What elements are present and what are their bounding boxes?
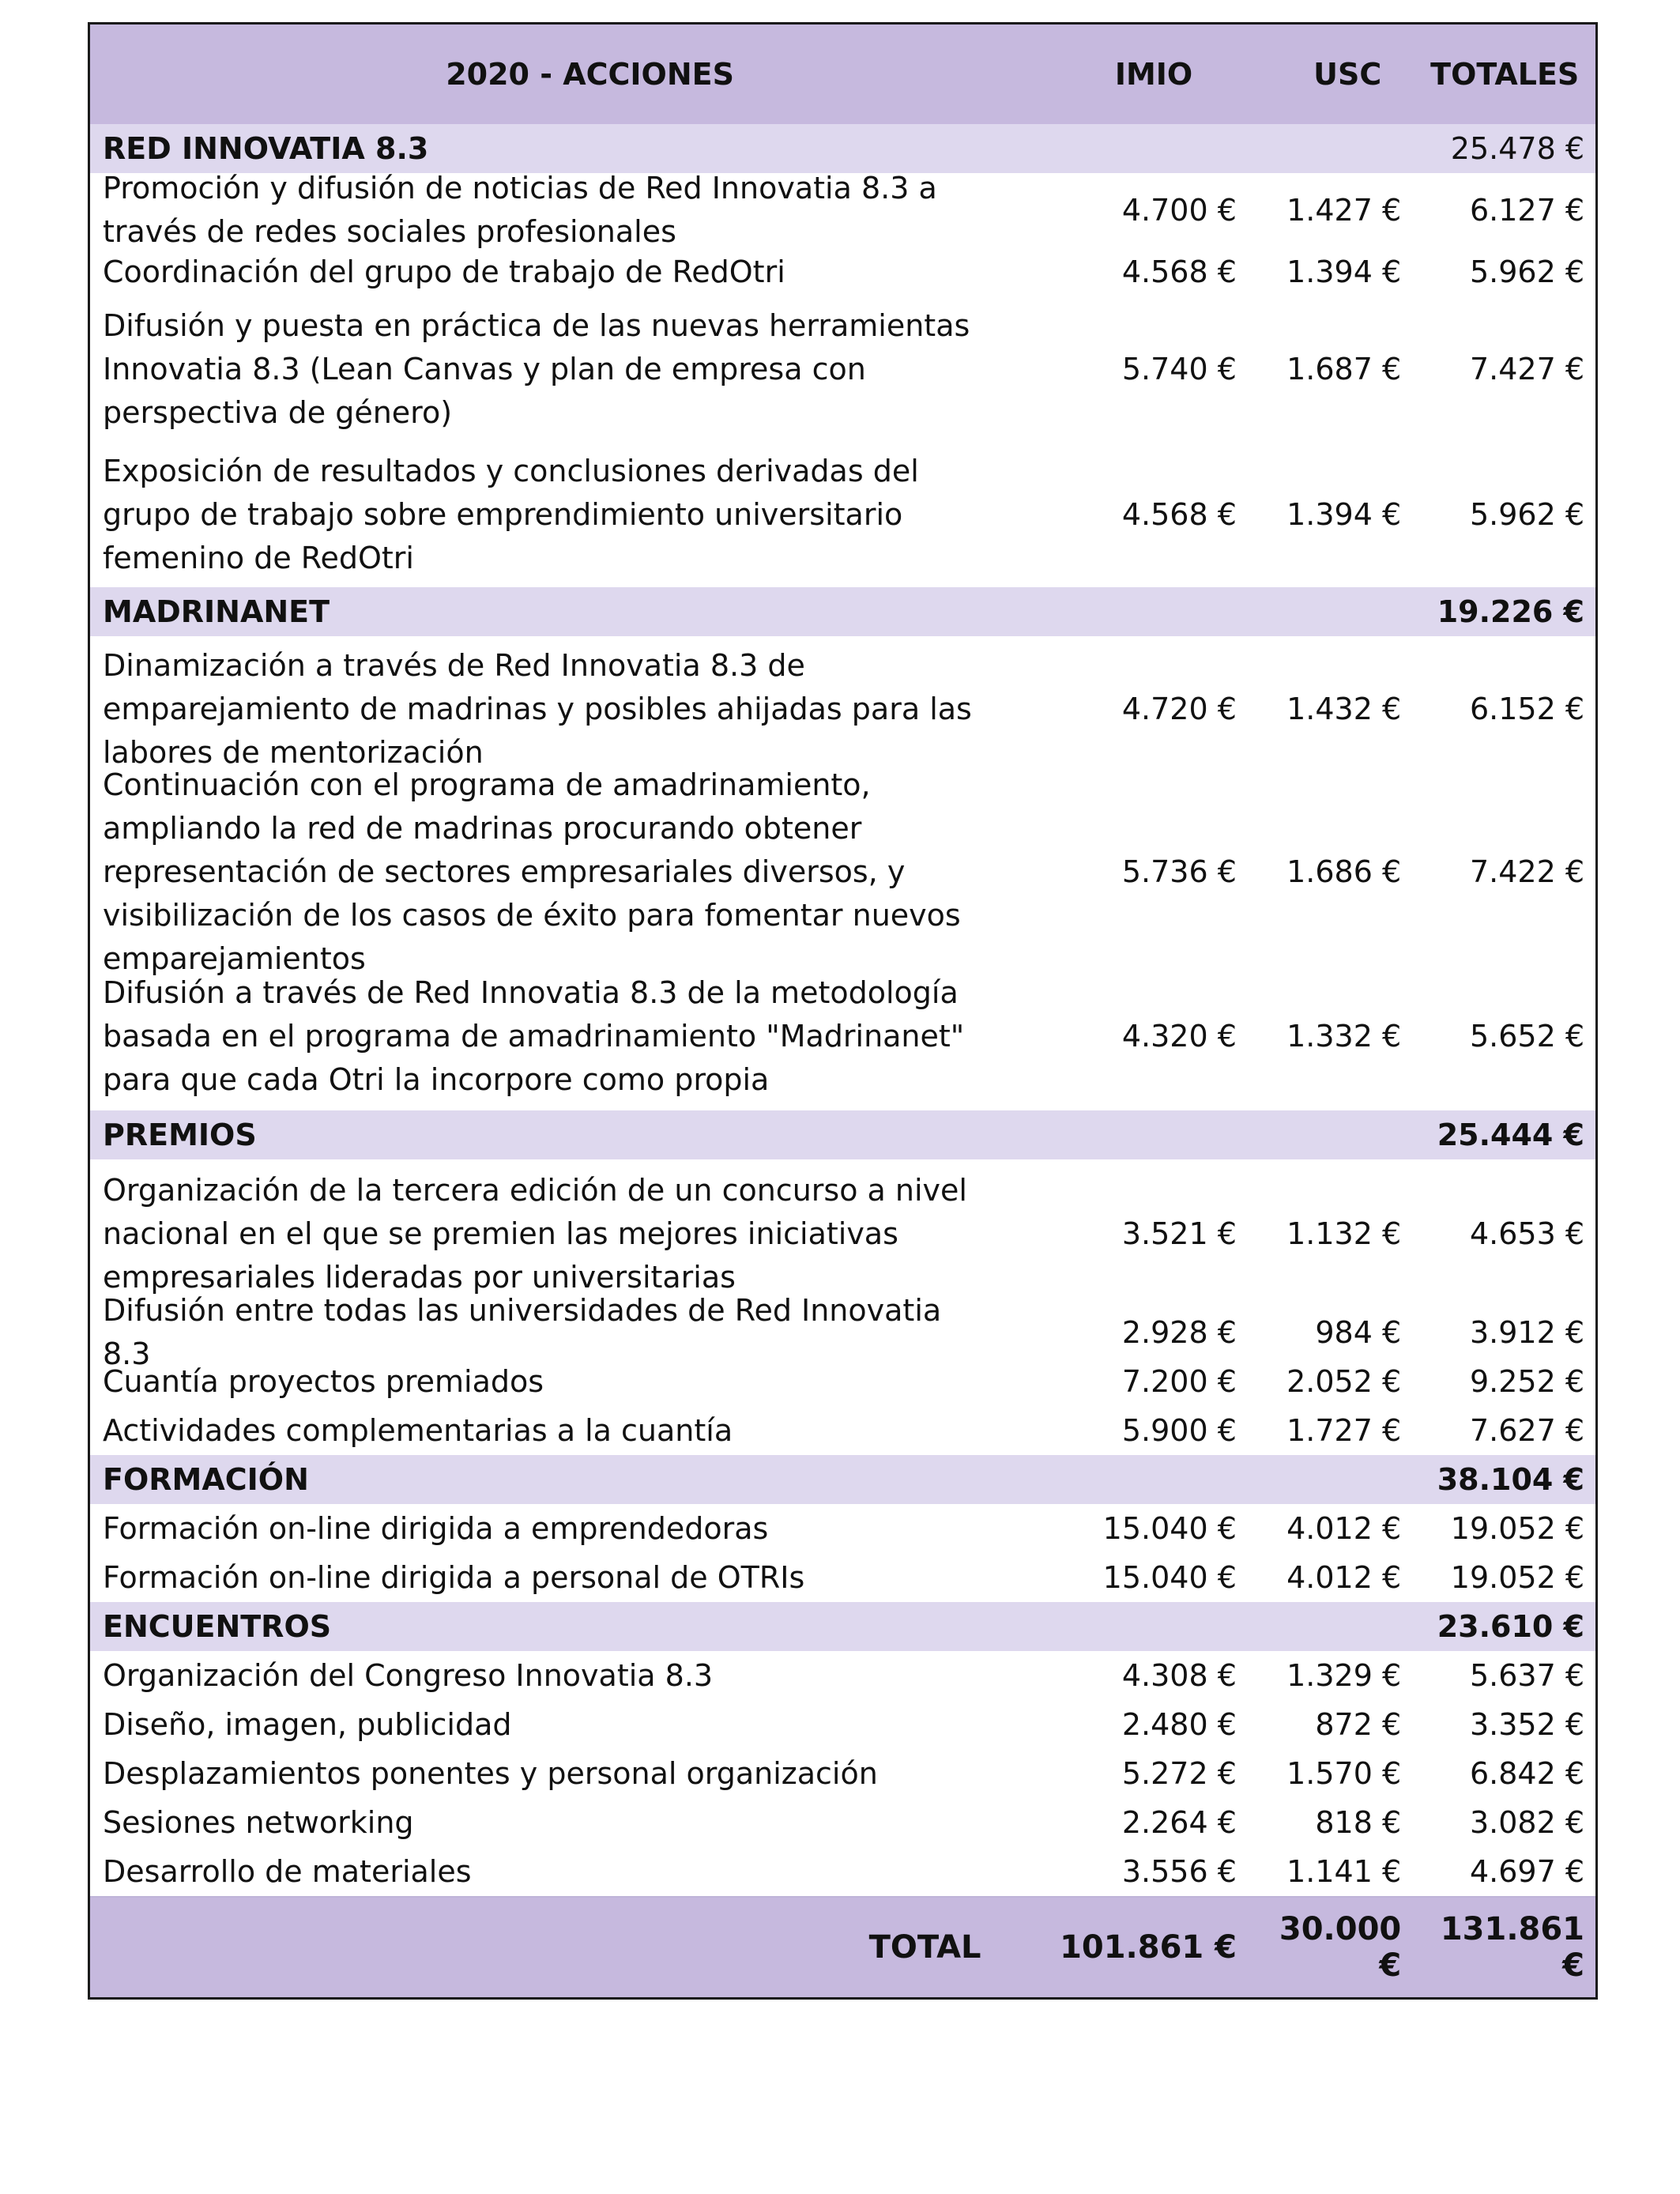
row-description: Organización del Congreso Innovatia 8.3 (103, 1657, 714, 1693)
row-total: 19.052 € (1450, 1560, 1584, 1595)
section-title: MADRINANET (103, 594, 330, 629)
row-imio: 4.700 € (1121, 193, 1237, 228)
section-total: 38.104 € (1437, 1462, 1584, 1497)
row-usc: 1.427 € (1286, 193, 1402, 228)
row-usc: 1.686 € (1286, 854, 1402, 889)
table-row (90, 767, 1595, 976)
row-imio: 4.568 € (1121, 497, 1237, 532)
row-description: Promoción y difusión de noticias de Red Innovatia 8.3 a través de redes sociales profesionales (103, 171, 937, 249)
row-usc: 1.394 € (1286, 497, 1402, 532)
row-total: 4.653 € (1469, 1216, 1584, 1251)
row-description: Difusión a través de Red Innovatia 8.3 de la metodología basada en el programa de amadrinamiento "Madrinanet" para que cada Otri la incorpore como propia (103, 974, 965, 1097)
table-row (90, 1504, 1595, 1553)
row-imio: 2.928 € (1121, 1315, 1237, 1350)
section-total: 19.226 € (1437, 594, 1584, 629)
row-usc: 1.329 € (1286, 1658, 1402, 1693)
row-usc: 1.132 € (1286, 1216, 1402, 1251)
row-total: 6.152 € (1469, 692, 1584, 726)
grand-total-imio: 101.861 € (1060, 1929, 1237, 1966)
row-usc: 1.432 € (1286, 692, 1402, 726)
row-description: Desplazamientos ponentes y personal organización (103, 1755, 878, 1791)
table-header (90, 25, 1595, 124)
row-usc: 4.012 € (1286, 1560, 1402, 1595)
section-title: PREMIOS (103, 1117, 257, 1152)
row-description: Exposición de resultados y conclusiones derivadas del grupo de trabajo sobre emprendimiento universitario femenino de RedOtri (103, 453, 919, 575)
row-total: 5.962 € (1469, 497, 1584, 532)
row-total: 7.427 € (1469, 352, 1584, 386)
row-imio: 5.740 € (1121, 352, 1237, 386)
row-description: Continuación con el programa de amadrinamiento, ampliando la red de madrinas procurando obtener representación de sectores empresariales diversos, y visibilización de los casos de éxito para fomentar nuevos emparejamientos (103, 767, 961, 976)
table-row (90, 1406, 1595, 1455)
table-row (90, 442, 1595, 587)
table-row (90, 1798, 1595, 1847)
table-row (90, 1651, 1595, 1700)
row-description: Dinamización a través de Red Innovatia 8.3 de emparejamiento de madrinas y posibles ahijadas para las labores de mentorización (103, 647, 972, 770)
row-description: Difusión y puesta en práctica de las nuevas herramientas Innovatia 8.3 (Lean Canvas y plan de empresa con perspectiva de género) (103, 307, 970, 430)
section-title: FORMACIÓN (103, 1461, 309, 1497)
row-description: Desarrollo de materiales (103, 1853, 472, 1889)
row-description: Coordinación del grupo de trabajo de RedOtri (103, 254, 785, 289)
row-total: 7.627 € (1469, 1413, 1584, 1448)
header-acciones: 2020 - ACCIONES (446, 56, 734, 92)
row-imio: 3.556 € (1121, 1854, 1237, 1889)
section-title: RED INNOVATIA 8.3 (103, 130, 429, 166)
row-imio: 4.320 € (1121, 1019, 1237, 1054)
section-header (90, 1110, 1595, 1159)
grand-total-totales: 131.861 € (1440, 1911, 1585, 1984)
row-imio: 5.736 € (1121, 854, 1237, 889)
row-total: 5.652 € (1469, 1019, 1584, 1054)
row-imio: 4.568 € (1121, 254, 1237, 289)
section-header (90, 587, 1595, 636)
row-imio: 4.720 € (1121, 692, 1237, 726)
row-description: Sesiones networking (103, 1804, 414, 1840)
row-imio: 15.040 € (1102, 1511, 1237, 1546)
row-description: Cuantía proyectos premiados (103, 1363, 544, 1399)
row-total: 7.422 € (1469, 854, 1584, 889)
table-body (90, 124, 1595, 1896)
row-usc: 4.012 € (1286, 1511, 1402, 1546)
row-usc: 1.687 € (1286, 352, 1402, 386)
row-description: Actividades complementarias a la cuantía (103, 1412, 733, 1448)
section-header (90, 1602, 1595, 1651)
row-usc: 1.332 € (1286, 1019, 1402, 1054)
header-imio: IMIO (1114, 57, 1193, 92)
table-row (90, 636, 1595, 782)
row-total: 4.697 € (1469, 1854, 1584, 1889)
row-total: 19.052 € (1450, 1511, 1584, 1546)
row-imio: 15.040 € (1102, 1560, 1237, 1595)
row-total: 6.127 € (1469, 193, 1584, 228)
table-row (90, 1159, 1595, 1308)
table-row (90, 1357, 1595, 1406)
row-imio: 2.264 € (1121, 1805, 1237, 1840)
table-row (90, 1847, 1595, 1896)
row-imio: 7.200 € (1121, 1364, 1237, 1399)
row-usc: 1.570 € (1286, 1756, 1402, 1791)
section-header (90, 1455, 1595, 1504)
row-description: Formación on-line dirigida a emprendedoras (103, 1510, 769, 1546)
row-total: 5.637 € (1469, 1658, 1584, 1693)
row-imio: 3.521 € (1121, 1216, 1237, 1251)
table-row (90, 296, 1595, 442)
table-row (90, 1749, 1595, 1798)
grand-total-row (90, 1896, 1595, 1997)
row-total: 9.252 € (1469, 1364, 1584, 1399)
row-description: Formación on-line dirigida a personal de OTRIs (103, 1559, 805, 1595)
row-imio: 5.900 € (1121, 1413, 1237, 1448)
table-row (90, 1700, 1595, 1749)
row-usc: 1.141 € (1286, 1854, 1402, 1889)
row-usc: 818 € (1315, 1805, 1402, 1840)
row-usc: 872 € (1315, 1707, 1402, 1742)
table-row (90, 247, 1595, 296)
row-total: 3.912 € (1469, 1315, 1584, 1350)
budget-table (88, 22, 1598, 2000)
row-imio: 5.272 € (1121, 1756, 1237, 1791)
row-description: Organización de la tercera edición de un concurso a nivel nacional en el que se premien las mejores iniciativas empresariales lideradas por universitarias (103, 1172, 967, 1295)
row-description: Difusión entre todas las universidades de Red Innovatia 8.3 (103, 1293, 942, 1371)
row-total: 3.082 € (1469, 1805, 1584, 1840)
header-usc: USC (1313, 57, 1382, 92)
row-imio: 4.308 € (1121, 1658, 1237, 1693)
row-total: 3.352 € (1469, 1707, 1584, 1742)
header-totales: TOTALES (1430, 57, 1580, 92)
section-header (90, 124, 1595, 173)
table-row (90, 962, 1595, 1110)
section-title: ENCUENTROS (103, 1608, 332, 1644)
row-total: 6.842 € (1469, 1756, 1584, 1791)
row-description: Diseño, imagen, publicidad (103, 1706, 512, 1742)
row-usc: 2.052 € (1286, 1364, 1402, 1399)
row-total: 5.962 € (1469, 254, 1584, 289)
table-row (90, 1293, 1595, 1371)
section-total: 25.478 € (1450, 131, 1584, 166)
row-imio: 2.480 € (1121, 1707, 1237, 1742)
section-total: 25.444 € (1437, 1118, 1584, 1152)
grand-total-usc: 30.000 € (1279, 1911, 1402, 1984)
grand-total-label: TOTAL (868, 1928, 981, 1966)
section-total: 23.610 € (1437, 1609, 1584, 1644)
table-row (90, 173, 1595, 247)
row-usc: 1.394 € (1286, 254, 1402, 289)
row-usc: 1.727 € (1286, 1413, 1402, 1448)
row-usc: 984 € (1315, 1315, 1402, 1350)
table-row (90, 1553, 1595, 1602)
